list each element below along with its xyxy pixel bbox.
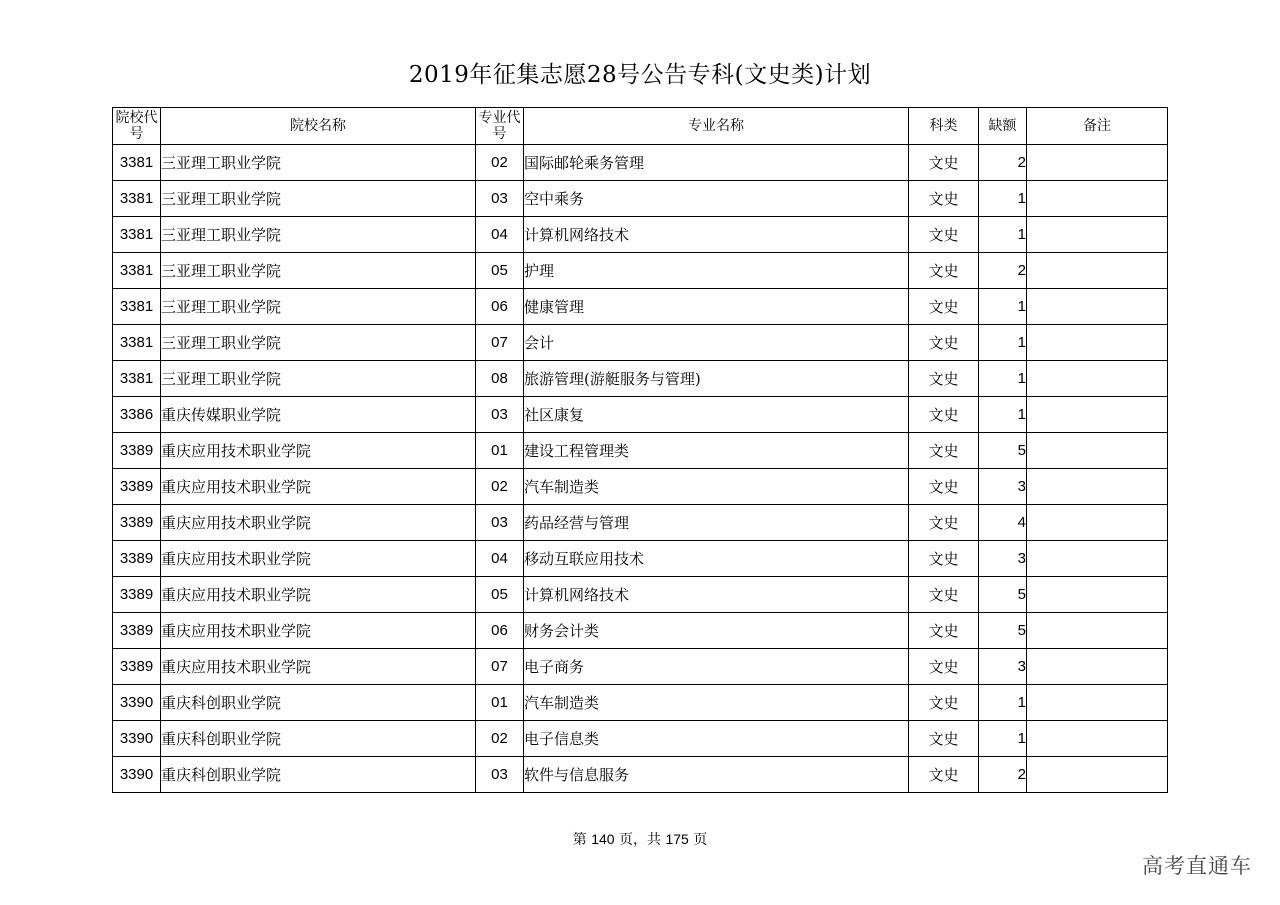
footer-suffix: 页	[693, 832, 708, 848]
cell-school-code: 3381	[113, 217, 161, 253]
cell-major-code: 03	[476, 757, 524, 793]
cell-school-code: 3381	[113, 253, 161, 289]
table-row	[113, 757, 1168, 793]
cell-note	[1027, 757, 1168, 793]
cell-quota: 4	[979, 505, 1027, 541]
cell-school-name: 三亚理工职业学院	[161, 181, 476, 217]
cell-category: 文史	[909, 685, 979, 721]
cell-quota: 3	[979, 469, 1027, 505]
cell-major-name: 计算机网络技术	[524, 217, 909, 253]
cell-major-name: 电子商务	[524, 649, 909, 685]
page-footer	[0, 829, 1280, 849]
cell-major-code: 01	[476, 433, 524, 469]
header-school-name: 院校名称	[161, 108, 476, 145]
cell-school-name: 重庆科创职业学院	[161, 721, 476, 757]
cell-major-code: 05	[476, 577, 524, 613]
cell-school-name: 重庆应用技术职业学院	[161, 505, 476, 541]
cell-school-code: 3390	[113, 757, 161, 793]
cell-school-code: 3386	[113, 397, 161, 433]
table-header-row	[113, 108, 1168, 145]
cell-category: 文史	[909, 397, 979, 433]
cell-school-name: 重庆科创职业学院	[161, 685, 476, 721]
cell-quota: 5	[979, 613, 1027, 649]
cell-school-name: 三亚理工职业学院	[161, 217, 476, 253]
table-row	[113, 325, 1168, 361]
cell-major-code: 05	[476, 253, 524, 289]
table-row	[113, 577, 1168, 613]
table-row	[113, 469, 1168, 505]
cell-category: 文史	[909, 325, 979, 361]
footer-middle: 页，共	[619, 832, 661, 848]
cell-school-code: 3389	[113, 433, 161, 469]
cell-quota: 2	[979, 145, 1027, 181]
cell-category: 文史	[909, 721, 979, 757]
cell-category: 文史	[909, 541, 979, 577]
cell-major-name: 移动互联应用技术	[524, 541, 909, 577]
table-row	[113, 433, 1168, 469]
cell-note	[1027, 145, 1168, 181]
cell-school-name: 三亚理工职业学院	[161, 253, 476, 289]
header-quota: 缺额	[979, 108, 1027, 145]
cell-note	[1027, 577, 1168, 613]
footer-total-pages: 175	[665, 831, 689, 847]
cell-major-name: 软件与信息服务	[524, 757, 909, 793]
cell-quota: 1	[979, 289, 1027, 325]
cell-category: 文史	[909, 757, 979, 793]
cell-note	[1027, 433, 1168, 469]
cell-major-name: 社区康复	[524, 397, 909, 433]
table-row	[113, 217, 1168, 253]
cell-school-name: 重庆科创职业学院	[161, 757, 476, 793]
cell-category: 文史	[909, 217, 979, 253]
cell-school-name: 重庆应用技术职业学院	[161, 469, 476, 505]
cell-school-name: 三亚理工职业学院	[161, 361, 476, 397]
cell-category: 文史	[909, 433, 979, 469]
cell-quota: 1	[979, 217, 1027, 253]
cell-school-name: 重庆应用技术职业学院	[161, 433, 476, 469]
cell-school-code: 3381	[113, 145, 161, 181]
cell-category: 文史	[909, 181, 979, 217]
table-row	[113, 721, 1168, 757]
cell-major-name: 电子信息类	[524, 721, 909, 757]
cell-note	[1027, 325, 1168, 361]
cell-school-code: 3389	[113, 505, 161, 541]
cell-school-name: 三亚理工职业学院	[161, 325, 476, 361]
cell-category: 文史	[909, 361, 979, 397]
cell-note	[1027, 685, 1168, 721]
cell-quota: 1	[979, 181, 1027, 217]
cell-category: 文史	[909, 649, 979, 685]
cell-school-name: 三亚理工职业学院	[161, 145, 476, 181]
cell-major-name: 建设工程管理类	[524, 433, 909, 469]
cell-major-code: 02	[476, 145, 524, 181]
cell-quota: 1	[979, 361, 1027, 397]
cell-school-name: 重庆应用技术职业学院	[161, 541, 476, 577]
cell-major-code: 03	[476, 181, 524, 217]
cell-major-name: 会计	[524, 325, 909, 361]
cell-school-code: 3389	[113, 577, 161, 613]
cell-quota: 5	[979, 433, 1027, 469]
cell-note	[1027, 721, 1168, 757]
header-major-name: 专业名称	[524, 108, 909, 145]
cell-category: 文史	[909, 613, 979, 649]
cell-note	[1027, 505, 1168, 541]
watermark: 高考直通车	[1142, 854, 1252, 878]
cell-school-code: 3381	[113, 325, 161, 361]
cell-major-name: 护理	[524, 253, 909, 289]
cell-category: 文史	[909, 145, 979, 181]
cell-school-code: 3389	[113, 469, 161, 505]
cell-quota: 1	[979, 685, 1027, 721]
cell-school-code: 3389	[113, 649, 161, 685]
cell-note	[1027, 469, 1168, 505]
cell-note	[1027, 289, 1168, 325]
cell-quota: 2	[979, 253, 1027, 289]
table-row	[113, 181, 1168, 217]
cell-major-name: 汽车制造类	[524, 685, 909, 721]
table-row	[113, 541, 1168, 577]
cell-school-code: 3390	[113, 685, 161, 721]
table-row	[113, 505, 1168, 541]
cell-major-code: 07	[476, 649, 524, 685]
cell-quota: 1	[979, 325, 1027, 361]
cell-major-code: 03	[476, 505, 524, 541]
cell-quota: 5	[979, 577, 1027, 613]
cell-major-name: 旅游管理(游艇服务与管理)	[524, 361, 909, 397]
table-row	[113, 253, 1168, 289]
cell-school-code: 3381	[113, 361, 161, 397]
cell-note	[1027, 217, 1168, 253]
cell-note	[1027, 541, 1168, 577]
header-category: 科类	[909, 108, 979, 145]
cell-major-name: 计算机网络技术	[524, 577, 909, 613]
footer-prefix: 第	[572, 832, 587, 848]
table-row	[113, 649, 1168, 685]
cell-school-code: 3389	[113, 541, 161, 577]
cell-quota: 1	[979, 721, 1027, 757]
table-row	[113, 361, 1168, 397]
cell-major-code: 06	[476, 289, 524, 325]
cell-school-name: 重庆传媒职业学院	[161, 397, 476, 433]
cell-major-name: 药品经营与管理	[524, 505, 909, 541]
cell-major-name: 空中乘务	[524, 181, 909, 217]
header-note: 备注	[1027, 108, 1168, 145]
cell-quota: 2	[979, 757, 1027, 793]
header-major-code: 专业代号	[476, 108, 524, 145]
cell-major-code: 07	[476, 325, 524, 361]
cell-major-name: 健康管理	[524, 289, 909, 325]
cell-school-code: 3389	[113, 613, 161, 649]
cell-note	[1027, 361, 1168, 397]
cell-school-code: 3381	[113, 289, 161, 325]
plan-table	[112, 107, 1168, 793]
cell-major-name: 财务会计类	[524, 613, 909, 649]
page-title: 2019年征集志愿28号公告专科(文史类)计划	[408, 62, 872, 88]
cell-major-code: 02	[476, 469, 524, 505]
table-row	[113, 613, 1168, 649]
cell-quota: 1	[979, 397, 1027, 433]
cell-major-name: 汽车制造类	[524, 469, 909, 505]
cell-major-code: 06	[476, 613, 524, 649]
cell-note	[1027, 253, 1168, 289]
table-row	[113, 685, 1168, 721]
table-row	[113, 145, 1168, 181]
cell-major-name: 国际邮轮乘务管理	[524, 145, 909, 181]
cell-major-code: 01	[476, 685, 524, 721]
cell-category: 文史	[909, 469, 979, 505]
cell-category: 文史	[909, 505, 979, 541]
cell-note	[1027, 397, 1168, 433]
cell-note	[1027, 181, 1168, 217]
table-body	[113, 145, 1168, 793]
cell-school-name: 重庆应用技术职业学院	[161, 613, 476, 649]
cell-note	[1027, 649, 1168, 685]
cell-category: 文史	[909, 253, 979, 289]
cell-major-code: 04	[476, 217, 524, 253]
table-row	[113, 289, 1168, 325]
cell-major-code: 02	[476, 721, 524, 757]
cell-note	[1027, 613, 1168, 649]
cell-quota: 3	[979, 649, 1027, 685]
footer-page-number: 140	[591, 831, 615, 847]
cell-school-code: 3381	[113, 181, 161, 217]
cell-school-name: 重庆应用技术职业学院	[161, 577, 476, 613]
cell-school-code: 3390	[113, 721, 161, 757]
table-row	[113, 397, 1168, 433]
cell-quota: 3	[979, 541, 1027, 577]
cell-major-code: 08	[476, 361, 524, 397]
cell-major-code: 03	[476, 397, 524, 433]
header-school-code: 院校代号	[113, 108, 161, 145]
cell-category: 文史	[909, 577, 979, 613]
cell-category: 文史	[909, 289, 979, 325]
cell-school-name: 三亚理工职业学院	[161, 289, 476, 325]
cell-school-name: 重庆应用技术职业学院	[161, 649, 476, 685]
cell-major-code: 04	[476, 541, 524, 577]
